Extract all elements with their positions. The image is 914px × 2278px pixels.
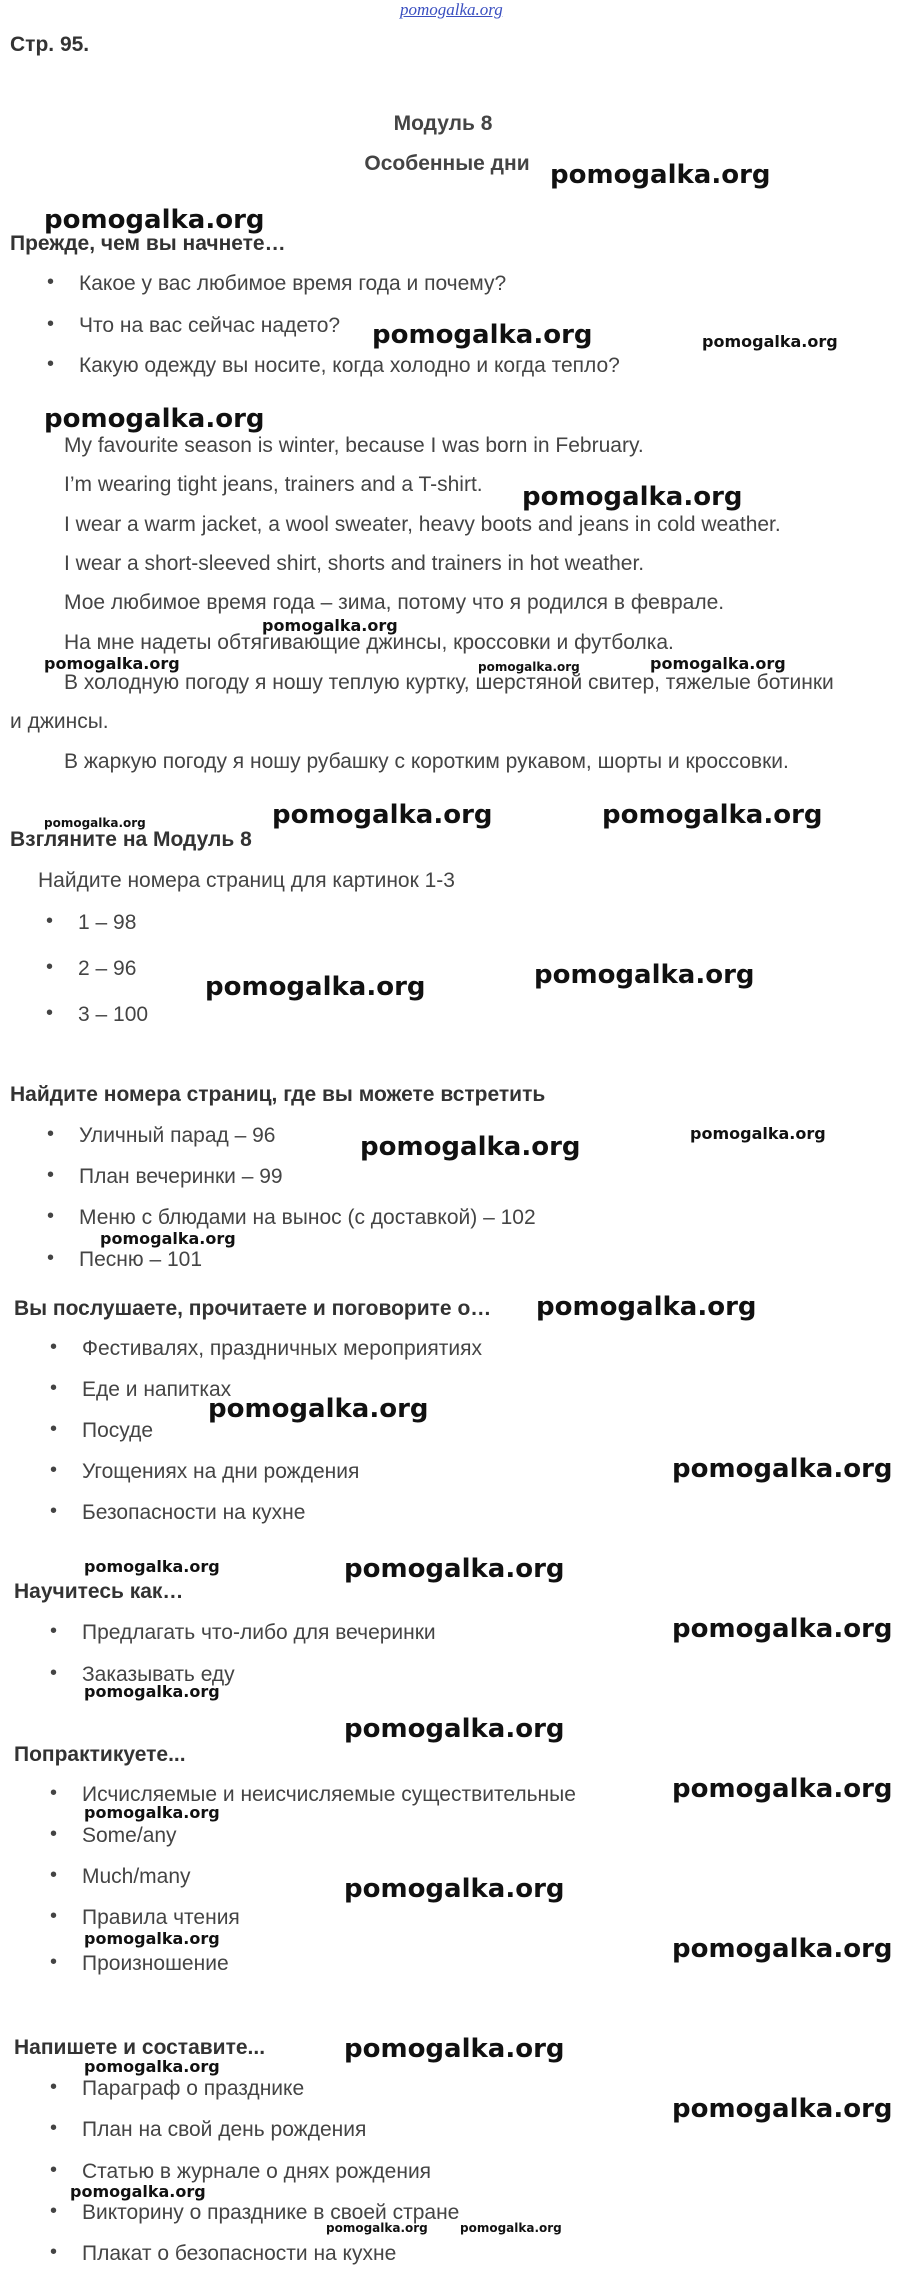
watermark: pomogalka.org <box>84 1803 220 1822</box>
page-number: Стр. 95. <box>10 33 90 56</box>
find-item: • Уличный парад – 96 <box>79 1124 276 1148</box>
watermark: pomogalka.org <box>672 1614 893 1644</box>
watermark: pomogalka.org <box>84 1682 220 1701</box>
skill-item: • Предлагать что-либо для вечеринки <box>82 1621 436 1645</box>
watermark: pomogalka.org <box>205 972 426 1002</box>
practice-item: • Some/any <box>82 1824 177 1848</box>
watermark: pomogalka.org <box>344 1714 565 1744</box>
section-heading-practice: Попрактикуете... <box>14 1743 186 1766</box>
answer-line: I’m wearing tight jeans, trainers and a T-shirt. <box>64 473 483 496</box>
watermark: pomogalka.org <box>272 800 493 830</box>
module-subtitle: Особенные дни <box>364 152 530 175</box>
watermark: pomogalka.org <box>44 654 180 673</box>
section-heading-listen: Вы послушаете, прочитаете и поговорите о… <box>14 1297 492 1320</box>
practice-item: • Произношение <box>82 1952 229 1976</box>
watermark: pomogalka.org <box>650 654 786 673</box>
write-item: • Викторину о празднике в своей стране <box>82 2201 459 2225</box>
question-item: • Какую одежду вы носите, когда холодно и когда тепло? <box>79 354 620 378</box>
answer-line: На мне надеты обтягивающие джинсы, кроссовки и футболка. <box>64 631 674 654</box>
answer-line: В холодную погоду я ношу теплую куртку, шерстяной свитер, тяжелые ботинки <box>64 671 834 694</box>
topic-item: • Фестивалях, праздничных мероприятиях <box>82 1337 482 1361</box>
write-item: • Статью в журнале о днях рождения <box>82 2160 431 2184</box>
section-heading-before-start: Прежде, чем вы начнете… <box>10 232 286 255</box>
watermark: pomogalka.org <box>672 1934 893 1964</box>
section-heading-find-pages: Найдите номера страниц, где вы можете встретить <box>10 1083 546 1106</box>
find-item: • Меню с блюдами на вынос (с доставкой) – 102 <box>79 1206 536 1230</box>
write-item: • Плакат о безопасности на кухне <box>82 2242 396 2266</box>
page-number-item: • 3 – 100 <box>78 1003 148 1027</box>
watermark: pomogalka.org <box>672 1774 893 1804</box>
look-module-intro: Найдите номера страниц для картинок 1-3 <box>38 869 455 892</box>
find-item: • Песню – 101 <box>79 1248 202 1272</box>
module-title: Модуль 8 <box>393 112 493 135</box>
topic-item: • Безопасности на кухне <box>82 1501 305 1525</box>
watermark: pomogalka.org <box>360 1132 581 1162</box>
watermark: pomogalka.org <box>44 816 146 830</box>
watermark: pomogalka.org <box>84 1929 220 1948</box>
page-number-item: • 1 – 98 <box>78 911 136 935</box>
write-item: • Параграф о празднике <box>82 2077 304 2101</box>
answer-line: и джинсы. <box>10 710 109 733</box>
answer-line: My favourite season is winter, because I was born in February. <box>64 434 644 457</box>
page-number-item: • 2 – 96 <box>78 957 136 981</box>
watermark: pomogalka.org <box>702 332 838 351</box>
watermark: pomogalka.org <box>344 2034 565 2064</box>
watermark: pomogalka.org <box>84 2057 220 2076</box>
watermark: pomogalka.org <box>44 205 265 235</box>
practice-item: • Much/many <box>82 1865 191 1889</box>
watermark: pomogalka.org <box>672 2094 893 2124</box>
topic-item: • Еде и напитках <box>82 1378 231 1402</box>
watermark: pomogalka.org <box>372 320 593 350</box>
question-item: • Что на вас сейчас надето? <box>79 314 340 338</box>
watermark: pomogalka.org <box>344 1874 565 1904</box>
write-item: • План на свой день рождения <box>82 2118 366 2142</box>
answer-line: I wear a short-sleeved shirt, shorts and trainers in hot weather. <box>64 552 645 575</box>
watermark: pomogalka.org <box>460 2221 562 2235</box>
watermark: pomogalka.org <box>534 960 755 990</box>
practice-item: • Правила чтения <box>82 1906 240 1930</box>
watermark: pomogalka.org <box>70 2182 206 2201</box>
question-item: • Какое у вас любимое время года и почему? <box>79 272 506 296</box>
section-heading-learn: Научитесь как… <box>14 1580 184 1603</box>
answer-line: I wear a warm jacket, a wool sweater, heavy boots and jeans in cold weather. <box>64 513 781 536</box>
topic-item: • Угощениях на дни рождения <box>82 1460 359 1484</box>
watermark: pomogalka.org <box>344 1554 565 1584</box>
watermark: pomogalka.org <box>536 1292 757 1322</box>
watermark: pomogalka.org <box>672 1454 893 1484</box>
watermark: pomogalka.org <box>100 1229 236 1248</box>
watermark: pomogalka.org <box>690 1124 826 1143</box>
answer-line: Мое любимое время года – зима, потому что я родился в феврале. <box>64 591 725 614</box>
topic-item: • Посуде <box>82 1419 153 1443</box>
answer-line: В жаркую погоду я ношу рубашку с коротким рукавом, шорты и кроссовки. <box>64 750 789 773</box>
skill-item: • Заказывать еду <box>82 1663 235 1687</box>
section-heading-write: Напишете и составите... <box>14 2036 266 2059</box>
watermark-link[interactable]: pomogalka.org <box>400 0 503 19</box>
watermark: pomogalka.org <box>208 1394 429 1424</box>
watermark: pomogalka.org <box>44 404 265 434</box>
watermark: pomogalka.org <box>522 482 743 512</box>
find-item: • План вечеринки – 99 <box>79 1165 283 1189</box>
watermark: pomogalka.org <box>262 616 398 635</box>
section-heading-look-module: Взгляните на Модуль 8 <box>10 828 252 851</box>
watermark: pomogalka.org <box>326 2221 428 2235</box>
practice-item: • Исчисляемые и неисчисляемые существительные <box>82 1783 576 1807</box>
watermark: pomogalka.org <box>550 160 771 190</box>
watermark: pomogalka.org <box>478 660 580 674</box>
watermark: pomogalka.org <box>602 800 823 830</box>
watermark: pomogalka.org <box>84 1557 220 1576</box>
